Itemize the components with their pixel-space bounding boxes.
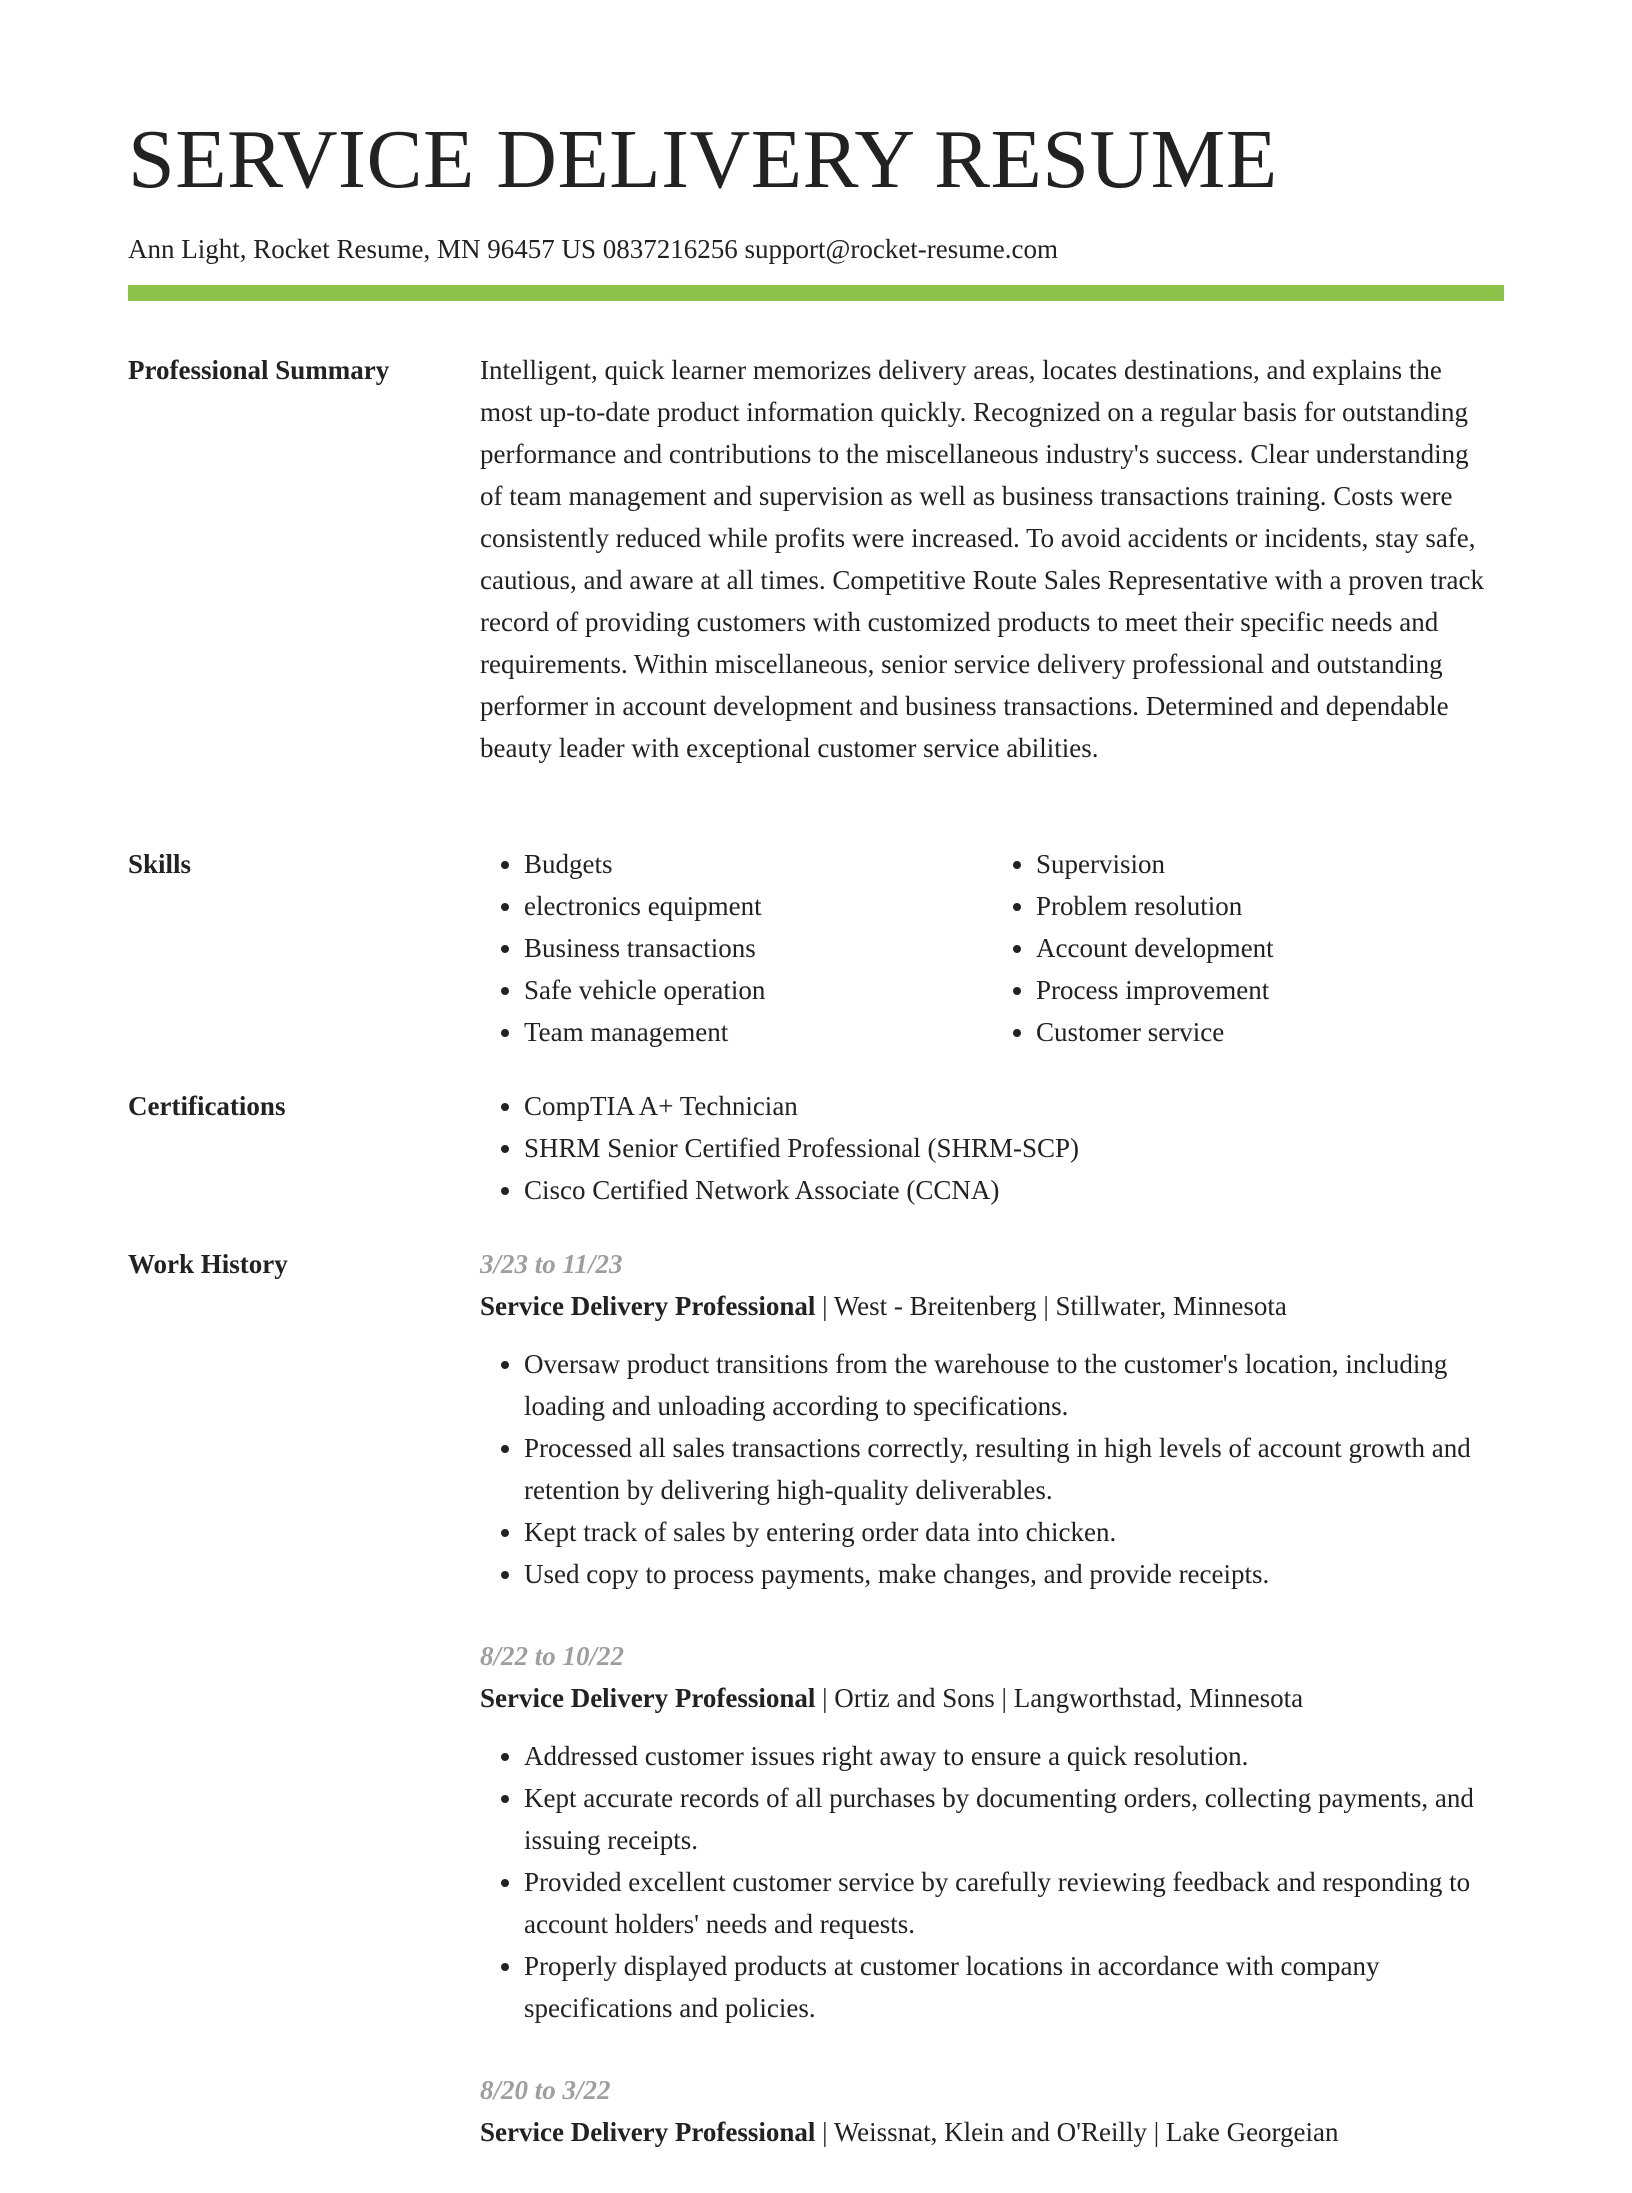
certifications-label: Certifications: [128, 1091, 286, 1121]
skill-item: • Customer service: [1036, 1011, 1504, 1053]
certifications-list: [480, 1085, 1504, 1211]
certification-item: • Cisco Certified Network Associate (CCNA): [524, 1169, 1504, 1211]
job-bullets: [480, 1343, 1524, 1595]
skill-item: • Problem resolution: [1036, 885, 1504, 927]
job-dates: 8/22 to 10/22: [480, 1641, 625, 1671]
job-entry: [480, 1635, 1504, 2029]
summary-label: Professional Summary: [128, 355, 390, 385]
skill-item: • Safe vehicle operation: [524, 969, 992, 1011]
skill-item: • Team management: [524, 1011, 992, 1053]
job-bullet: • Used copy to process payments, make changes, and provide receipts.: [524, 1553, 1524, 1595]
job-bullet: • Kept track of sales by entering order data into chicken.: [524, 1511, 1524, 1553]
job-bullet: • Oversaw product transitions from the warehouse to the customer's location, including loading and unloading according to specifications.: [524, 1343, 1524, 1427]
job-dates: 3/23 to 11/23: [480, 1249, 623, 1279]
certification-item: • SHRM Senior Certified Professional (SHRM-SCP): [524, 1127, 1504, 1169]
accent-divider: [128, 285, 1504, 301]
skill-item: • Account development: [1036, 927, 1504, 969]
job-entry: [480, 2069, 1504, 2153]
job-heading: [480, 1677, 1504, 1719]
skill-item: • Business transactions: [524, 927, 992, 969]
skills-list-right: [992, 843, 1504, 1053]
skill-item: • Supervision: [1036, 843, 1504, 885]
contact-line: Ann Light, Rocket Resume, MN 96457 US 0837216256 support@rocket-resume.com: [128, 234, 1058, 264]
job-details: | Weissnat, Klein and O'Reilly | Lake Georgeian: [815, 2117, 1339, 2147]
certification-item: • CompTIA A+ Technician: [524, 1085, 1504, 1127]
job-entry: [480, 1243, 1504, 1595]
skills-list-left: [480, 843, 992, 1053]
skill-item: • Process improvement: [1036, 969, 1504, 1011]
job-title: Service Delivery Professional: [480, 1291, 816, 1321]
job-title: Service Delivery Professional: [480, 2117, 816, 2147]
work-history-label: Work History: [128, 1249, 288, 1279]
job-bullet: • Addressed customer issues right away to ensure a quick resolution.: [524, 1735, 1524, 1777]
skills-label: Skills: [128, 849, 192, 879]
summary-text: Intelligent, quick learner memorizes delivery areas, locates destinations, and explains the most up-to-date product information quickly. Recognized on a regular basis for outstanding performance and contributions to the miscellaneous industry's success. Clear understanding of team management and supervision as well as business transactions training. Costs were consistently reduced while profits were increased. To avoid accidents or incidents, stay safe, cautious, and aware at all times. Competitive Route Sales Representative with a proven track record of providing customers with customized products to meet their specific needs and requirements. Within miscellaneous, senior service delivery professional and outstanding performer in account development and business transactions. Determined and dependable beauty leader with exceptional customer service abilities.: [480, 355, 1484, 763]
job-details: | West - Breitenberg | Stillwater, Minnesota: [815, 1291, 1287, 1321]
job-bullet: • Kept accurate records of all purchases by documenting orders, collecting payments, and issuing receipts.: [524, 1777, 1524, 1861]
skill-item: • Budgets: [524, 843, 992, 885]
job-dates: 8/20 to 3/22: [480, 2075, 611, 2105]
job-bullets: [480, 1735, 1524, 2029]
skill-item: • electronics equipment: [524, 885, 992, 927]
job-details: | Ortiz and Sons | Langworthstad, Minnesota: [815, 1683, 1304, 1713]
job-bullet: • Properly displayed products at customer locations in accordance with company specifications and policies.: [524, 1945, 1524, 2029]
job-bullet: • Provided excellent customer service by carefully reviewing feedback and responding to account holders' needs and requests.: [524, 1861, 1524, 1945]
job-bullet: • Processed all sales transactions correctly, resulting in high levels of account growth and retention by delivering high-quality deliverables.: [524, 1427, 1524, 1511]
job-heading: [480, 2111, 1504, 2153]
job-title: Service Delivery Professional: [480, 1683, 816, 1713]
job-heading: [480, 1285, 1504, 1327]
resume-title: SERVICE DELIVERY RESUME: [128, 113, 1278, 206]
